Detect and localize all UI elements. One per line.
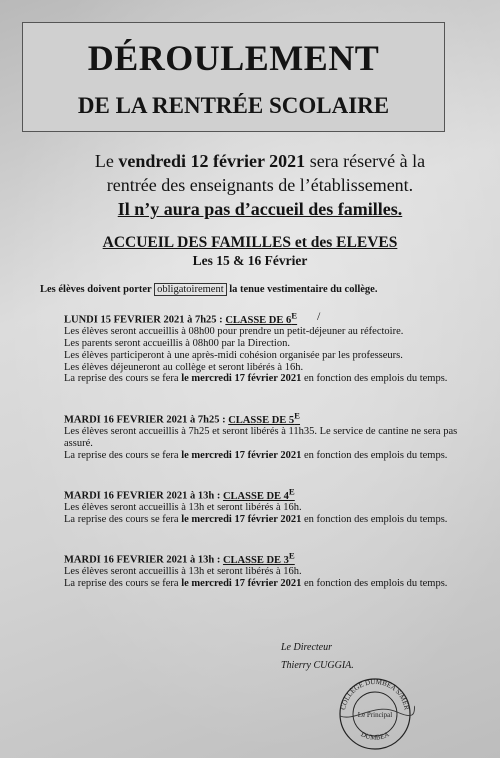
- intro-line-2: rentrée des enseignants de l’établissement.: [106, 175, 414, 195]
- block-heading: LUNDI 15 FEVRIER 2021 à 7h25 :: [64, 314, 226, 326]
- block-class: [225, 310, 298, 326]
- page-title: DÉROULEMENT: [87, 38, 380, 78]
- class-sup: E: [288, 550, 295, 560]
- block-heading: MARDI 16 FEVRIER 2021 à 13h :: [64, 554, 223, 566]
- block-line: Les élèves seront accueillis à 13h et seront libérés à 16h.: [64, 502, 302, 514]
- intro-text: Le: [94, 151, 119, 171]
- section-title: ACCUEIL DES FAMILLES et des ELEVES: [102, 234, 398, 251]
- block-line: Les élèves déjeuneront au collège et seront libérés à 16h.: [64, 361, 304, 373]
- block-line: Les parents seront accueillis à 08h00 par la Direction.: [64, 338, 290, 350]
- class-sup: E: [291, 310, 298, 320]
- resume-text: La reprise des cours se fera: [64, 449, 182, 461]
- page-subtitle: DE LA RENTRÉE SCOLAIRE: [77, 93, 390, 118]
- resume-text: La reprise des cours se fera: [64, 514, 182, 526]
- stamp-center-text: Le Principal: [357, 711, 393, 719]
- block-line: Les élèves seront accueillis à 08h00 pour prendre un petit-déjeuner au réfectoire.: [64, 326, 404, 338]
- class-label: CLASSE DE 4: [222, 490, 289, 502]
- resume-text: en fonction des emplois du temps.: [301, 514, 448, 526]
- class-sup: E: [294, 410, 301, 420]
- resume-text: La reprise des cours se fera: [64, 578, 182, 590]
- uniform-text: la tenue vestimentaire du collège.: [226, 284, 378, 295]
- class-label: CLASSE DE 5: [228, 414, 295, 426]
- block-line: Les élèves participeront à une après-midi cohésion organisée par les professeurs.: [64, 349, 403, 361]
- title-box: [22, 22, 445, 132]
- schedule-block-5e: [64, 410, 459, 462]
- block-resume: [64, 373, 459, 385]
- class-label: CLASSE DE 6: [225, 314, 292, 326]
- block-line: Les élèves seront accueillis à 7h25 et seront libérés à 11h35. Le service de cantine ne sera pas assuré.: [64, 426, 458, 450]
- schedule-block-4e: [64, 486, 459, 526]
- intro-date: vendredi 12 février 2021: [118, 151, 306, 171]
- block-resume: [64, 450, 459, 462]
- uniform-boxed-word: obligatoirement: [154, 283, 226, 296]
- resume-text: en fonction des emplois du temps.: [301, 373, 448, 385]
- block-heading: MARDI 16 FEVRIER 2021 à 13h :: [64, 490, 223, 502]
- resume-date: le mercredi 17 février 2021: [181, 578, 302, 590]
- official-stamp: [335, 672, 415, 752]
- intro-notice: Il n’y aura pas d’accueil des familles.: [117, 199, 403, 219]
- block-class: [222, 486, 295, 502]
- intro-text: sera réservé à la: [305, 151, 426, 171]
- class-label: CLASSE DE 3: [222, 554, 289, 566]
- schedule-block-6e: [64, 310, 459, 385]
- block-class: [228, 410, 301, 426]
- block-resume: [64, 514, 459, 526]
- resume-text: La reprise des cours se fera: [64, 373, 182, 385]
- uniform-notice: [40, 284, 460, 295]
- intro-line-1: [40, 150, 480, 172]
- section-dates: Les 15 & 16 Février: [192, 253, 308, 268]
- schedule-block-3e: [64, 550, 459, 590]
- stamp-top-text: COLLÈGE DUMBEA S/MER: [339, 677, 411, 711]
- stamp-bottom-text: DUMBEA: [359, 730, 391, 742]
- block-heading: MARDI 16 FEVRIER 2021 à 7h25 :: [64, 414, 229, 426]
- resume-text: en fonction des emplois du temps.: [301, 578, 448, 590]
- resume-date: le mercredi 17 février 2021: [181, 449, 302, 461]
- block-line: Les élèves seront accueillis à 13h et seront libérés à 16h.: [64, 566, 302, 578]
- resume-date: le mercredi 17 février 2021: [181, 373, 302, 385]
- block-resume: [64, 578, 459, 590]
- class-sup: E: [288, 486, 295, 496]
- resume-date: le mercredi 17 février 2021: [181, 514, 302, 526]
- block-class: [222, 550, 295, 566]
- uniform-text: Les élèves doivent porter: [40, 284, 155, 295]
- resume-text: en fonction des emplois du temps.: [301, 449, 448, 461]
- pen-mark: /: [317, 309, 321, 323]
- signature-name: Thierry CUGGIA.: [281, 660, 354, 671]
- signature-role: Le Directeur: [281, 642, 333, 653]
